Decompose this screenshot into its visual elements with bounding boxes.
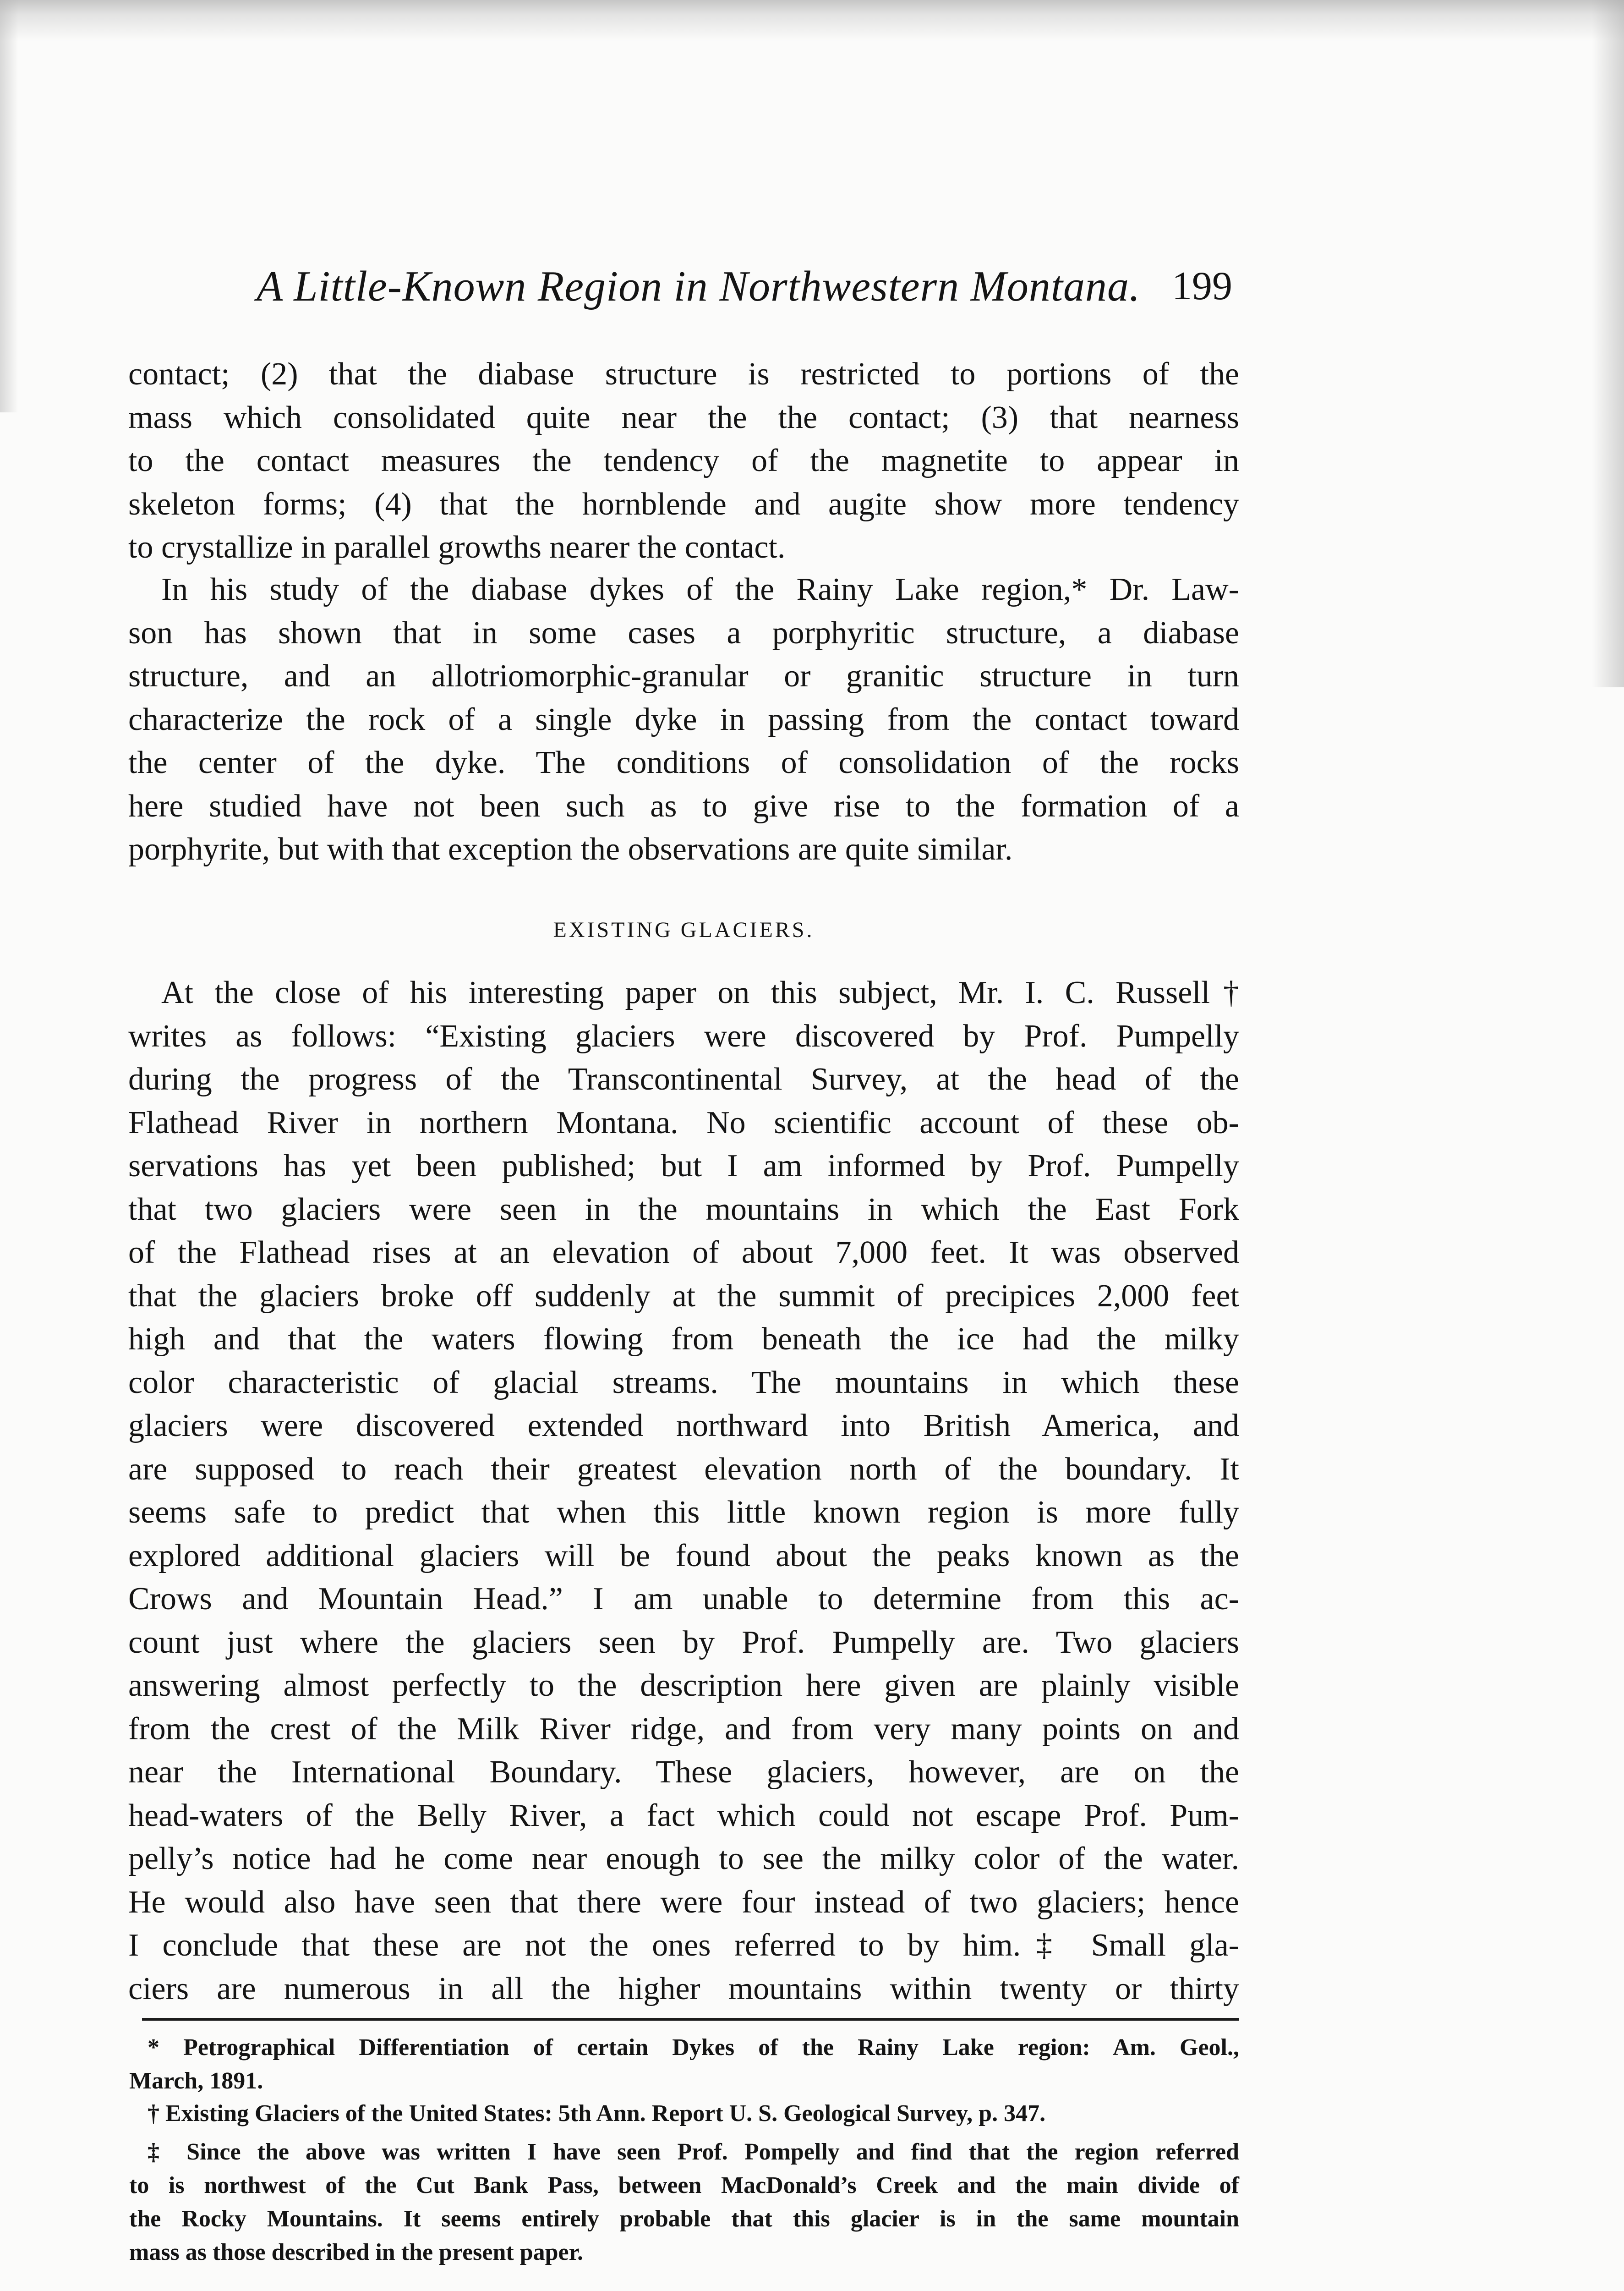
text-line: Crows and Mountain Head.” I am unable to determine from this ac- xyxy=(128,1581,1239,1617)
footnote-line: * Petrographical Differentiation of certain Dykes of the Rainy Lake region: Am. Geol., xyxy=(148,2034,1239,2061)
page-number: 199 xyxy=(1172,264,1232,308)
footnote-divider-rule xyxy=(142,2018,1239,2021)
text-line: answering almost perfectly to the description here given are plainly visible xyxy=(128,1668,1239,1703)
text-line: that two glaciers were seen in the mountains in which the East Fork xyxy=(128,1191,1239,1227)
scan-edge-shadow-left xyxy=(0,0,18,412)
text-line: color characteristic of glacial streams. The mountains in which these xyxy=(128,1365,1239,1400)
text-line: during the progress of the Transcontinental Survey, at the head of the xyxy=(128,1062,1239,1097)
text-line: seems safe to predict that when this little known region is more fully xyxy=(128,1495,1239,1530)
footnote-asterisk xyxy=(129,2031,1239,2098)
paragraph-existing-glaciers xyxy=(128,971,1239,2011)
text-line: count just where the glaciers seen by Prof. Pumpelly are. Two glaciers xyxy=(128,1624,1239,1660)
text-line: ciers are numerous in all the higher mountains within twenty or thirty xyxy=(128,1971,1239,2006)
paragraph-contact-observations xyxy=(128,353,1239,570)
footnote-line: March, 1891. xyxy=(129,2068,263,2094)
text-line: the center of the dyke. The conditions of consolidation of the rocks xyxy=(128,745,1239,780)
text-line: head-waters of the Belly River, a fact which could not escape Prof. Pum- xyxy=(128,1798,1239,1833)
text-line: near the International Boundary. These glaciers, however, are on the xyxy=(128,1754,1239,1790)
text-line: from the crest of the Milk River ridge, and from very many points on and xyxy=(128,1711,1239,1747)
text-line: are supposed to reach their greatest elevation north of the boundary. It xyxy=(128,1451,1239,1487)
text-line: to crystallize in parallel growths nearer the contact. xyxy=(128,530,786,565)
footnote-line: mass as those described in the present paper. xyxy=(129,2239,583,2265)
scan-edge-shadow-top xyxy=(0,0,1624,41)
text-line: writes as follows: “Existing glaciers were discovered by Prof. Pumpelly xyxy=(128,1018,1239,1054)
text-line: In his study of the diabase dykes of the Rainy Lake region,* Dr. Law- xyxy=(161,572,1239,607)
text-line: I conclude that these are not the ones referred to by him.‡ Small gla- xyxy=(128,1928,1239,1963)
text-line: high and that the waters flowing from beneath the ice had the milky xyxy=(128,1321,1239,1357)
text-line: characterize the rock of a single dyke in passing from the contact toward xyxy=(128,702,1239,737)
text-line: structure, and an allotriomorphic-granular or granitic structure in turn xyxy=(128,658,1239,694)
footnote-line: to is northwest of the Cut Bank Pass, between MacDonald’s Creek and the main divide of xyxy=(129,2172,1239,2198)
text-line: porphyrite, but with that exception the observations are quite similar. xyxy=(128,832,1013,867)
text-line: to the contact measures the tendency of the magnetite to appear in xyxy=(128,443,1239,478)
footnote-line: the Rocky Mountains. It seems entirely probable that this glacier is in the same mountain xyxy=(129,2206,1239,2232)
text-line: here studied have not been such as to give rise to the formation of a xyxy=(128,788,1239,824)
text-line: servations has yet been published; but I am informed by Prof. Pumpelly xyxy=(128,1148,1239,1184)
text-line: that the glaciers broke off suddenly at the summit of precipices 2,000 feet xyxy=(128,1278,1239,1314)
running-title: A Little-Known Region in Northwestern Montana. xyxy=(257,263,1141,310)
text-line: glaciers were discovered extended northward into British America, and xyxy=(128,1408,1239,1443)
scan-edge-shadow-right xyxy=(1592,0,1624,687)
text-line: explored additional glaciers will be found about the peaks known as the xyxy=(128,1538,1239,1573)
text-line: of the Flathead rises at an elevation of about 7,000 feet. It was observed xyxy=(128,1235,1239,1270)
section-heading: EXISTING GLACIERS. xyxy=(553,918,815,942)
text-line: skeleton forms; (4) that the hornblende and augite show more tendency xyxy=(128,486,1239,522)
text-line: pelly’s notice had he come near enough to see the milky color of the water. xyxy=(128,1841,1239,1876)
footnote-line: ‡ Since the above was written I have seen Prof. Pompelly and find that the region referred xyxy=(148,2139,1239,2165)
paragraph-rainy-lake-dykes xyxy=(128,568,1239,871)
text-line: mass which consolidated quite near the the contact; (3) that nearness xyxy=(128,400,1239,435)
text-line: son has shown that in some cases a porphyritic structure, a diabase xyxy=(128,615,1239,651)
text-line: At the close of his interesting paper on this subject, Mr. I. C. Russell† xyxy=(161,975,1239,1010)
text-line: He would also have seen that there were four instead of two glaciers; hence xyxy=(128,1884,1239,1920)
footnote-line: † Existing Glaciers of the United States: 5th Ann. Report U. S. Geological Survey, p. 347. xyxy=(148,2100,1046,2127)
text-line: Flathead River in northern Montana. No scientific account of these ob- xyxy=(128,1105,1239,1140)
text-line: contact; (2) that the diabase structure is restricted to portions of the xyxy=(128,356,1239,392)
footnote-double-dagger xyxy=(129,2135,1239,2269)
footnote-dagger xyxy=(129,2097,1239,2130)
page-header xyxy=(257,257,1232,316)
